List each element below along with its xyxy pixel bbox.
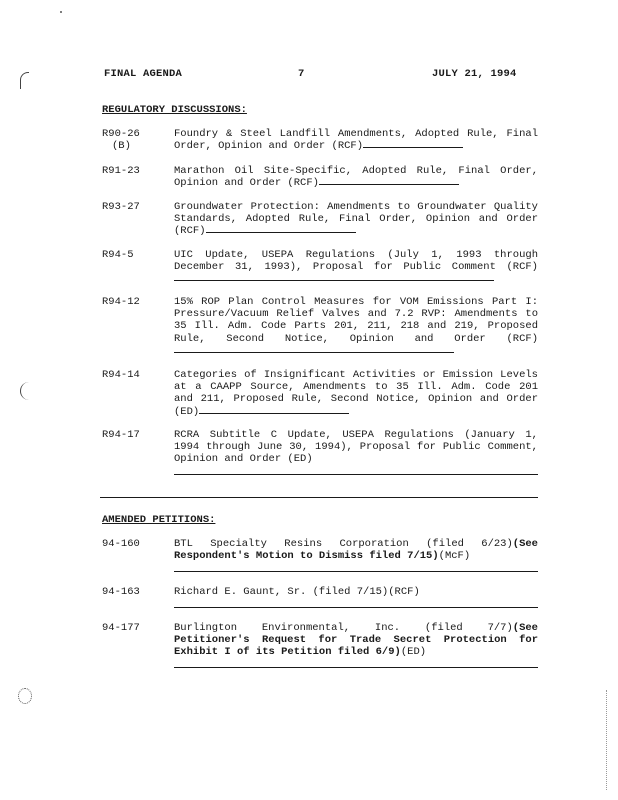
signature-line — [206, 231, 356, 233]
agenda-item — [174, 165, 538, 189]
item-code-line1: R91-23 — [102, 165, 140, 177]
signature-line — [319, 183, 459, 185]
scan-mark-left-middle — [20, 382, 29, 400]
agenda-item — [174, 429, 538, 466]
signature-line — [199, 412, 349, 414]
agenda-item-text: Categories of Insignificant Activities or Emission Levels at a CAAPP Source, Amendments to 35 Ill. Adm. Code 201 and 211, Proposed Rule, Second Notice, Opinion and Order (ED) — [174, 369, 538, 418]
item-code — [102, 429, 168, 441]
agenda-item-text: Marathon Oil Site-Specific, Adopted Rule, Final Order, Opinion and Order (RCF) — [174, 165, 538, 190]
item-code-line1: R94-12 — [102, 296, 140, 308]
agenda-item-text: Groundwater Protection: Amendments to Groundwater Quality Standards, Adopted Rule, Final Order, Opinion and Order (RCF) — [174, 201, 538, 238]
agenda-item-text: Foundry & Steel Landfill Amendments, Adopted Rule, Final Order, Opinion and Order (RCF) — [174, 128, 538, 153]
item-code — [102, 249, 168, 261]
item-code: 94-177 — [102, 622, 140, 634]
item-code-line1: R94-14 — [102, 369, 140, 381]
agenda-item — [174, 369, 538, 418]
scan-edge-right — [606, 690, 607, 790]
agenda-item-text: 15% ROP Plan Control Measures for VOM Emissions Part I: Pressure/Vacuum Relief Valves and 7.2 RVP: Amendments to 35 Ill. Adm. Code Parts 201, 211, 218 and 219, Proposed Rule, Second Notice, Opinion and Order (RCF) — [174, 296, 538, 345]
agenda-item — [174, 296, 538, 357]
agenda-item-text: UIC Update, USEPA Regulations (July 1, 1993 through December 31, 1993), Proposal for Public Comment (RCF) — [174, 249, 538, 274]
agenda-item — [174, 201, 538, 238]
item-code: 94-163 — [102, 586, 140, 598]
petition-note: (See Petitioner's Request for Trade Secret Protection for Exhibit I of its Petition filed 6/9) — [174, 622, 538, 659]
petition-text: Burlington Environmental, Inc. (filed 7/7) — [174, 622, 513, 634]
item-code — [102, 165, 168, 177]
regulatory-section-title: REGULATORY DISCUSSIONS: — [102, 104, 247, 116]
scan-mark-left-lower — [18, 688, 32, 704]
petition-assignee: (ED) — [400, 646, 427, 659]
item-code-line1: R94-5 — [102, 249, 134, 261]
item-code — [102, 369, 168, 381]
item-code: 94-160 — [102, 538, 140, 550]
scan-mark-left-upper — [20, 72, 29, 89]
agenda-item — [174, 128, 538, 152]
signature-line — [174, 474, 538, 475]
petition-item — [174, 586, 538, 598]
item-code-line1: R90-26 — [102, 128, 140, 140]
item-code-line1: R94-17 — [102, 429, 140, 441]
agenda-item-text: RCRA Subtitle C Update, USEPA Regulations (January 1, 1994 through June 30, 1994), Proposal for Public Comment, Opinion and Order (ED) — [174, 429, 538, 466]
agenda-item — [174, 249, 538, 286]
petition-item — [174, 622, 538, 659]
item-code-line2: (B) — [112, 140, 131, 152]
header-date: JULY 21, 1994 — [432, 68, 517, 80]
amended-section-title: AMENDED PETITIONS: — [102, 514, 216, 526]
header-title: FINAL AGENDA — [104, 68, 183, 80]
signature-line — [363, 146, 463, 148]
petition-assignee: (McF) — [438, 550, 471, 563]
petition-note: (See Respondent's Motion to Dismiss filed 7/15) — [174, 538, 538, 563]
item-code-line1: R93-27 — [102, 201, 140, 213]
section-divider — [100, 497, 538, 498]
item-code — [102, 201, 168, 213]
petition-text: Richard E. Gaunt, Sr. (filed 7/15)(RCF) — [174, 586, 420, 598]
header-page-number: 7 — [298, 68, 305, 80]
signature-line — [174, 279, 494, 281]
item-code — [102, 296, 168, 308]
signature-line — [174, 351, 454, 353]
signature-line — [174, 667, 538, 668]
signature-line — [174, 571, 538, 572]
petition-text: BTL Specialty Resins Corporation (filed 6/23) — [174, 538, 513, 550]
signature-line — [174, 607, 538, 608]
scan-mark-top — [60, 11, 62, 13]
item-code — [102, 128, 168, 152]
petition-item — [174, 538, 538, 562]
